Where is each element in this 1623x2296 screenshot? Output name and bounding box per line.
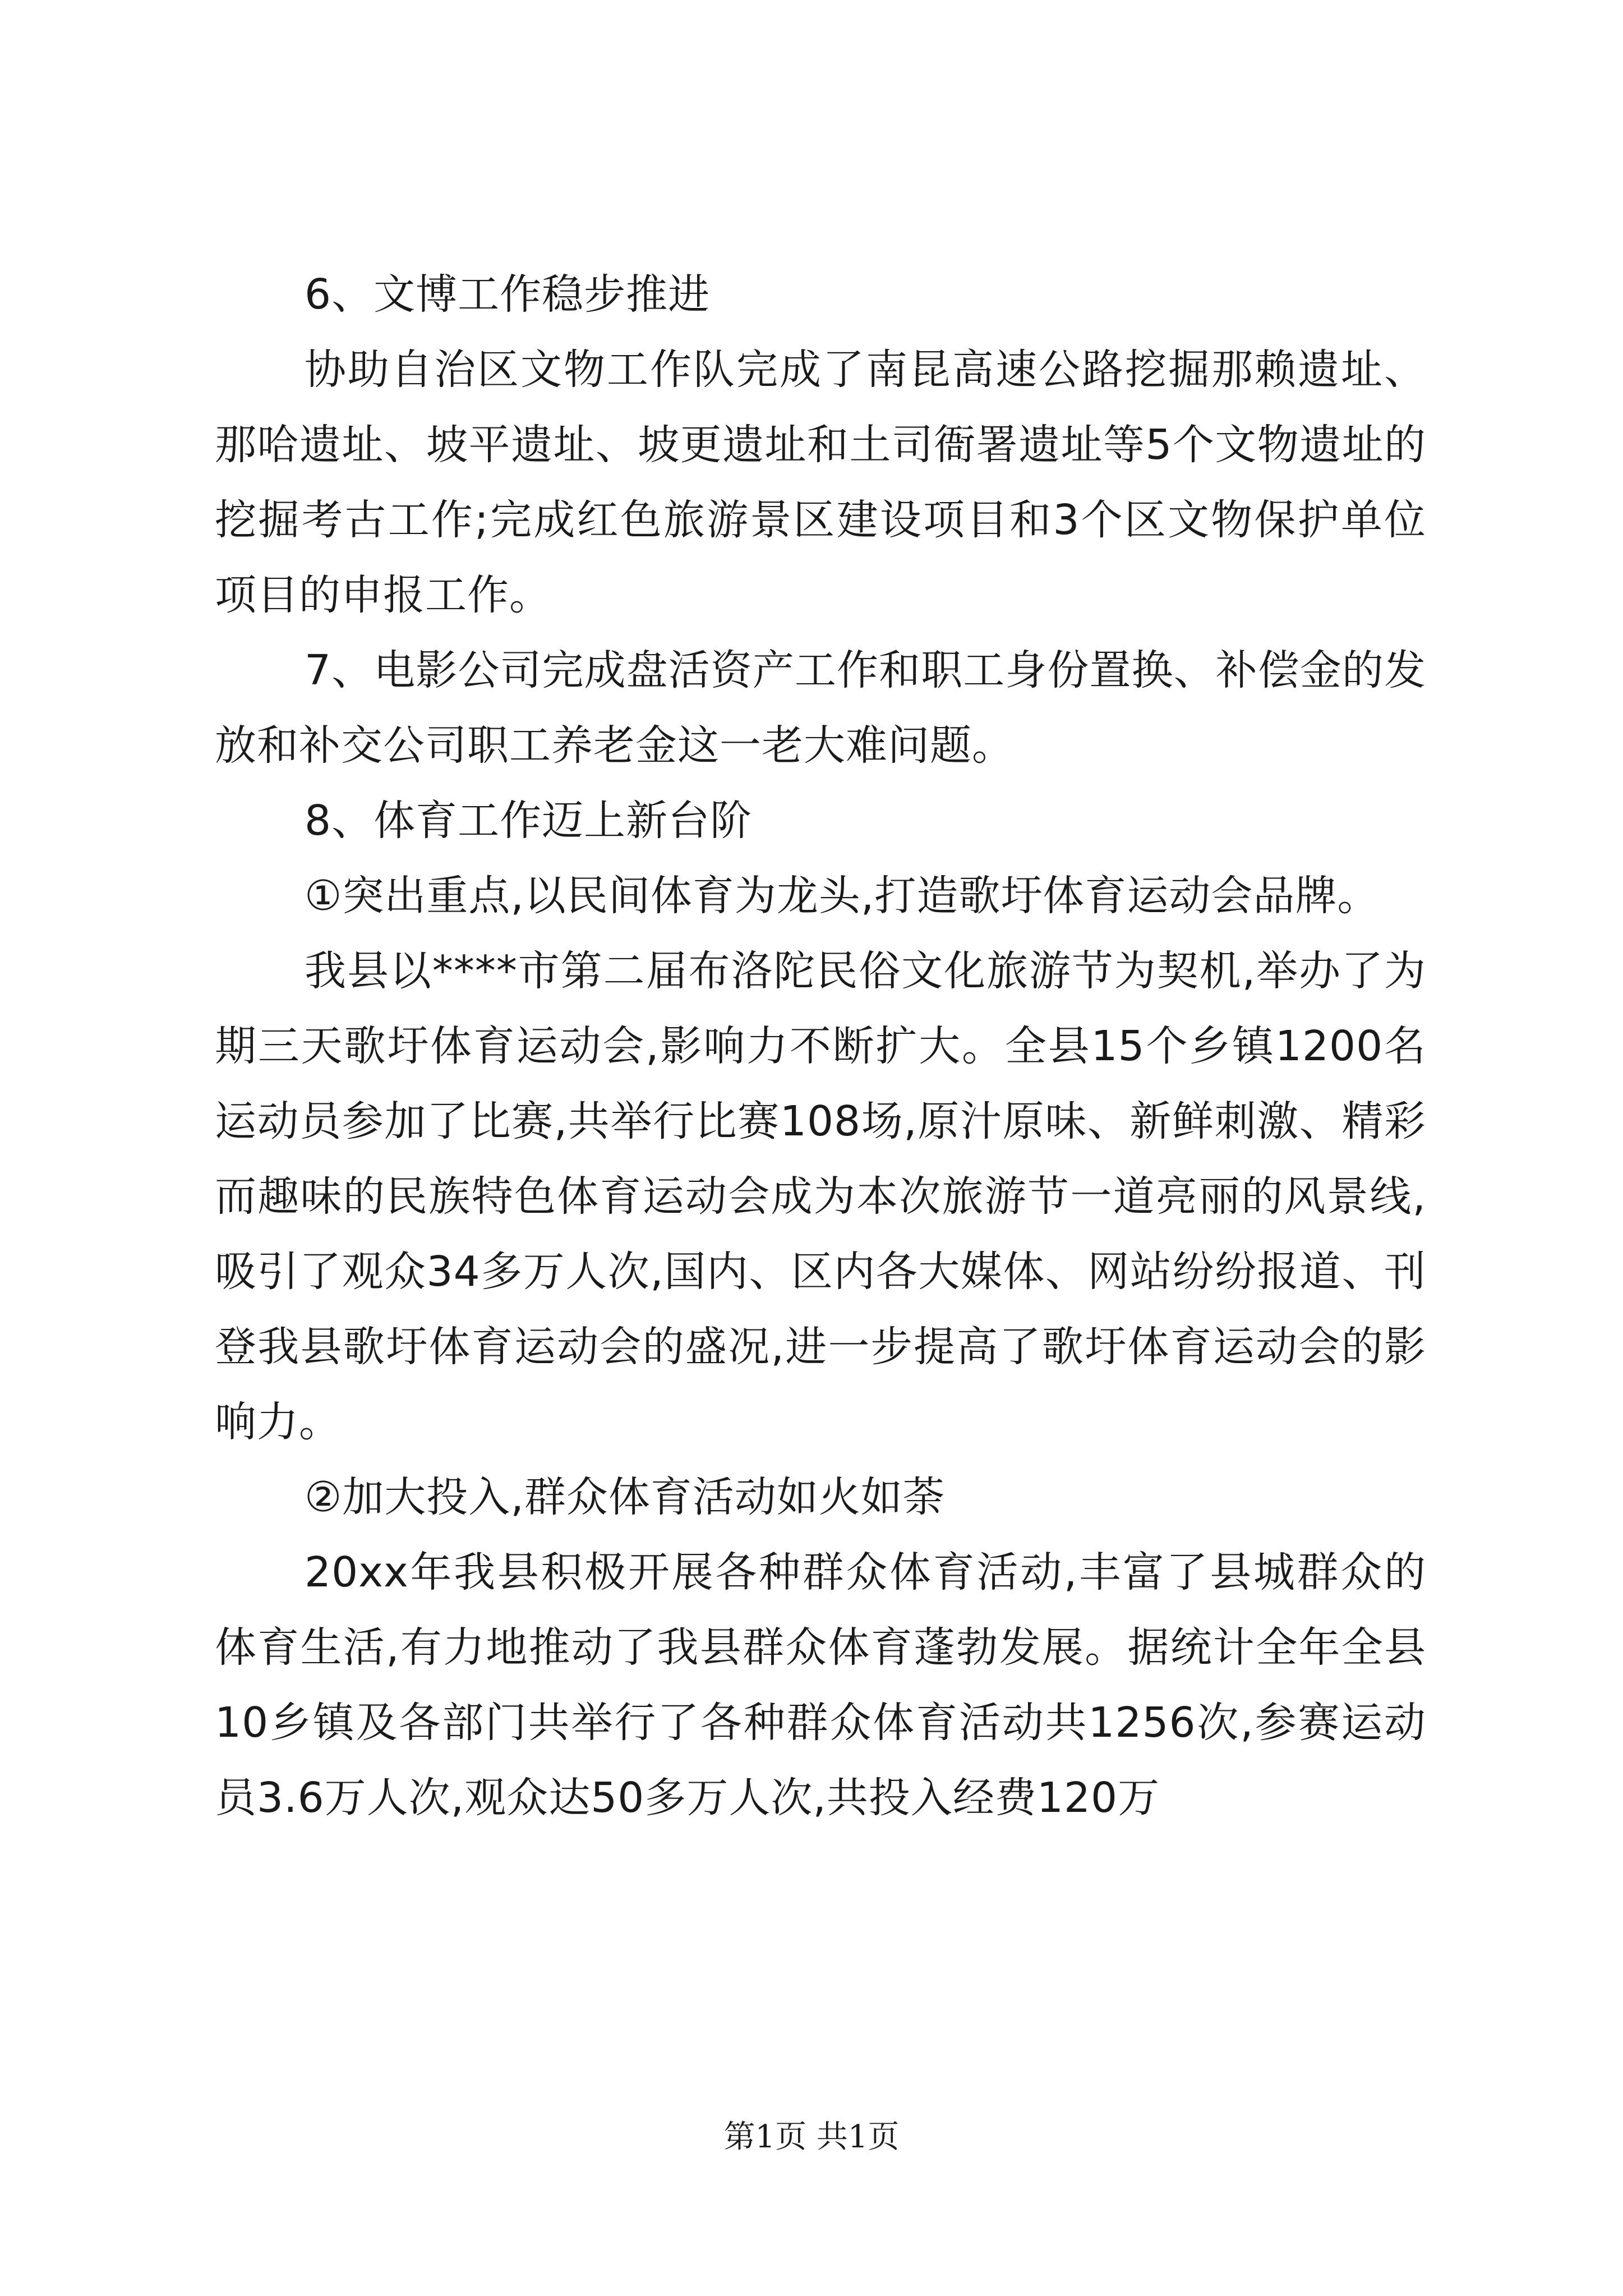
paragraph-heritage-work: 协助自治区文物工作队完成了南昆高速公路挖掘那赖遗址、那哈遗址、坡平遗址、坡更遗址和土司衙署遗址等5个文物遗址的挖掘考古工作;完成红色旅游景区建设项目和3个区文物保护单位项目的申报工作。 <box>215 346 1426 619</box>
paragraph-point-2-heading: ②加大投入,群众体育活动如火如荼 <box>305 1473 945 1521</box>
document-body <box>215 257 1426 1835</box>
paragraph-section-6-heading: 6、文博工作稳步推进 <box>305 270 711 319</box>
paragraph-folk-sports-meet: 我县以****市第二届布洛陀民俗文化旅游节为契机,举办了为期三天歌圩体育运动会,影响力不断扩大。全县15个乡镇1200名运动员参加了比赛,共举行比赛108场,原汁原味、新鲜刺激、精彩而趣味的民族特色体育运动会成为本次旅游节一道亮丽的风景线,吸引了观众34多万人次,国内、区内各大媒体、网站纷纷报道、刊登我县歌圩体育运动会的盛况,进一步提高了歌圩体育运动会的影响力。 <box>215 947 1426 1446</box>
paragraph-mass-sports: 20xx年我县积极开展各种群众体育活动,丰富了县城群众的体育生活,有力地推动了我县群众体育蓬勃发展。据统计全年全县10乡镇及各部门共举行了各种群众体育活动共1256次,参赛运动员3.6万人次,观众达50多万人次,共投入经费120万 <box>215 1548 1426 1822</box>
page-footer: 第1页 共1页 <box>723 2119 900 2155</box>
paragraph-section-7-film: 7、电影公司完成盘活资产工作和职工身份置换、补偿金的发放和补交公司职工养老金这一老大难问题。 <box>215 646 1426 770</box>
paragraph-point-1-heading: ①突出重点,以民间体育为龙头,打造歌圩体育运动会品牌。 <box>305 872 1380 920</box>
paragraph-section-8-heading: 8、体育工作迈上新台阶 <box>305 797 753 845</box>
